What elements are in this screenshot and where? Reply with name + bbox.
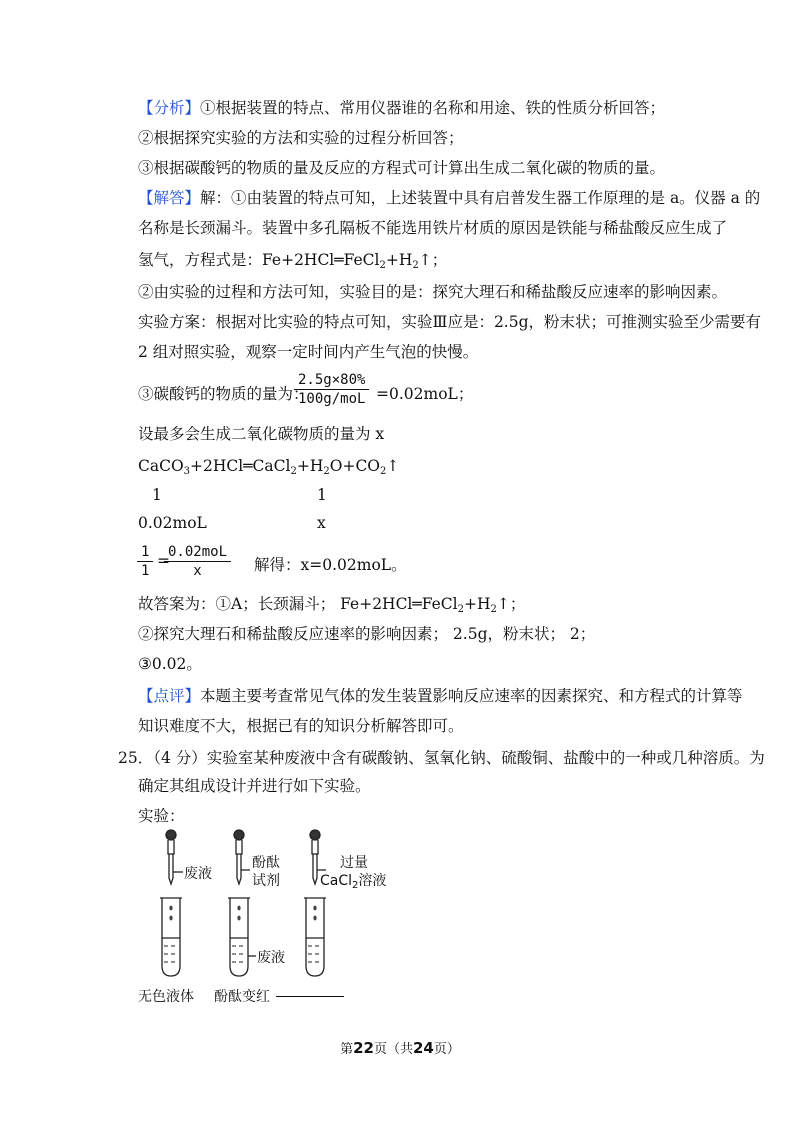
solution-line-8: 设最多会生成二氧化碳物质的量为 x <box>138 425 385 443</box>
solution-eq-fecl: 氢气，方程式是：Fe+2HCl═FeCl <box>138 251 380 269</box>
dropper-3-collar-icon <box>312 840 318 854</box>
fraction-moles-numerator: 2.5g×80% <box>294 372 369 390</box>
label-cacl2: CaCl <box>320 873 353 889</box>
solution-line-7-result: =0.02moL； <box>376 385 474 403</box>
dropper-3-tube-icon <box>313 854 317 884</box>
drop-2b-icon <box>237 916 240 921</box>
solution-line-4: ②由实验的过程和方法可知，实验目的是：探究大理石和稀盐酸反应速率的影响因素。 <box>138 283 728 301</box>
fraction-moles-caco3 <box>294 372 369 407</box>
drop-1b-icon <box>169 916 172 921</box>
equals-sign: = <box>157 552 170 570</box>
footer-mid: 页（共 <box>373 1042 413 1057</box>
footer-pre: 第 <box>340 1042 354 1057</box>
ratio-caco3: 1 <box>152 486 162 504</box>
analysis-text-1: ①根据装置的特点、常用仪器谁的名称和用途、铁的性质分析回答； <box>200 99 666 117</box>
comment-line-2: 知识难度不大，根据已有的知识分析解答即可。 <box>138 717 464 735</box>
solution-line-1 <box>138 188 760 208</box>
eq-gas-arrow: ↑ <box>386 457 400 475</box>
label-waste-top: 废液 <box>184 866 212 882</box>
amount-co2: x <box>317 514 326 532</box>
ratio-co2: 1 <box>317 486 327 504</box>
question-25-line-2: 确定其组成设计并进行如下实验。 <box>138 777 371 795</box>
solution-line-2: 名称是长颈漏斗。装置中多孔隔板不能选用铁片材质的原因是铁能与稀盐酸反应生成了 <box>138 219 728 237</box>
question-25-line-1: 25．（4 分）实验室某种废液中含有碳酸钠、氢氧化钠、硫酸铜、盐酸中的一种或几种溶质。为 <box>118 749 765 767</box>
drop-3b-icon <box>313 916 316 921</box>
eq-h: +H <box>296 457 324 475</box>
answer-line-1: 故答案为：①A；长颈漏斗； $Fe+2HCl═FeCl_2+H_2↑$； <box>138 595 526 615</box>
drop-3a-icon <box>313 906 316 911</box>
answer-line-2: ②探究大理石和稀盐酸反应速率的影响因素； 2.5g，粉末状； 2； <box>138 625 596 643</box>
solution-line-6: 2 组对照实验，观察一定时间内产生气泡的快慢。 <box>138 343 479 361</box>
eq-caco: CaCO <box>138 457 184 475</box>
fraction-amount <box>164 544 231 579</box>
fraction-ratio-denominator: 1 <box>141 563 150 579</box>
solution-line-3: 氢气，方程式是：$Fe+2HCl═FeCl_2+H_2↑$； <box>138 251 448 271</box>
page-footer <box>0 1038 800 1057</box>
dropper-2-bulb-icon <box>234 830 244 840</box>
answer-line-3: ③0.02。 <box>138 655 202 673</box>
solve-result: 解得：x=0.02moL。 <box>254 556 407 574</box>
answer-1-text: 故答案为：①A；长颈漏斗； Fe+2HCl═FeCl <box>138 595 458 613</box>
drop-2a-icon <box>237 906 240 911</box>
footer-total-pages: 24 <box>413 1039 434 1057</box>
reaction-equation: $CaCO_3+2HCl═CaCl_2+H_2O+CO_2↑$ <box>138 457 400 477</box>
fraction-amount-denominator: x <box>193 563 202 579</box>
answer-1-h: +H <box>464 595 491 613</box>
result-phenolphthalein-red: 酚酞变红 <box>214 989 270 1005</box>
solution-eq-arrow: ↑； <box>418 251 448 269</box>
question-25-line-3: 实验： <box>138 807 185 825</box>
analysis-line-3: ③根据碳酸钙的物质的量及反应的方程式可计算出生成二氧化碳的物质的量。 <box>138 159 666 177</box>
label-excess: 过量 <box>340 855 368 871</box>
solution-text-1: 解：①由装置的特点可知，上述装置中具有启普发生器工作原理的是 a。仪器 a 的 <box>200 189 761 207</box>
comment-text-1: 本题主要考查常见气体的发生装置影响反应速率的因素探究、和方程式的计算等 <box>200 687 743 705</box>
fraction-ratio-numerator: 1 <box>137 544 153 562</box>
dropper-3-bulb-icon <box>310 830 320 840</box>
eq-co: O+CO <box>329 457 381 475</box>
dropper-1-tube-icon <box>169 854 173 884</box>
answer-1-arrow: ↑； <box>496 595 526 613</box>
label-phenolphthalein-1: 酚酞 <box>252 855 280 871</box>
result-colorless-liquid: 无色液体 <box>138 989 194 1005</box>
analysis-line-2: ②根据探究实验的方法和实验的过程分析回答； <box>138 129 464 147</box>
dropper-2-collar-icon <box>236 840 242 854</box>
fraction-amount-numerator: 0.02moL <box>164 544 231 562</box>
label-phenolphthalein-2: 试剂 <box>252 873 280 889</box>
label-cacl2-solution: CaCl$_2$溶液 <box>320 873 387 891</box>
solution-line-7-prefix: ③碳酸钙的物质的量为： <box>138 385 309 403</box>
comment-line-1 <box>138 686 743 706</box>
eq-cacl: +2HCl═CaCl <box>190 457 291 475</box>
experiment-figure <box>138 826 398 1008</box>
dropper-2-tube-icon <box>237 854 241 884</box>
dropper-1-bulb-icon <box>166 830 176 840</box>
footer-post: 页） <box>433 1042 460 1057</box>
answer-blank[interactable] <box>276 996 344 997</box>
comment-tag: 【点评】 <box>138 687 201 705</box>
solution-line-5: 实验方案：根据对比实验的特点可知，实验Ⅲ应是：2.5g，粉末状；可推测实验至少需要有 <box>138 313 762 331</box>
solution-tag: 【解答】 <box>138 189 201 207</box>
drop-1a-icon <box>169 906 172 911</box>
dropper-1-collar-icon <box>168 840 174 854</box>
label-solution: 溶液 <box>358 873 387 889</box>
amount-caco3: 0.02moL <box>138 514 207 532</box>
analysis-line-1 <box>138 98 665 118</box>
fraction-moles-denominator: 100g/moL <box>298 391 366 407</box>
label-waste-mid: 废液 <box>257 950 285 966</box>
analysis-tag: 【分析】 <box>138 99 201 117</box>
footer-page-number: 22 <box>353 1039 374 1057</box>
fraction-ratio <box>137 544 153 579</box>
solution-eq-h: +H <box>385 251 413 269</box>
